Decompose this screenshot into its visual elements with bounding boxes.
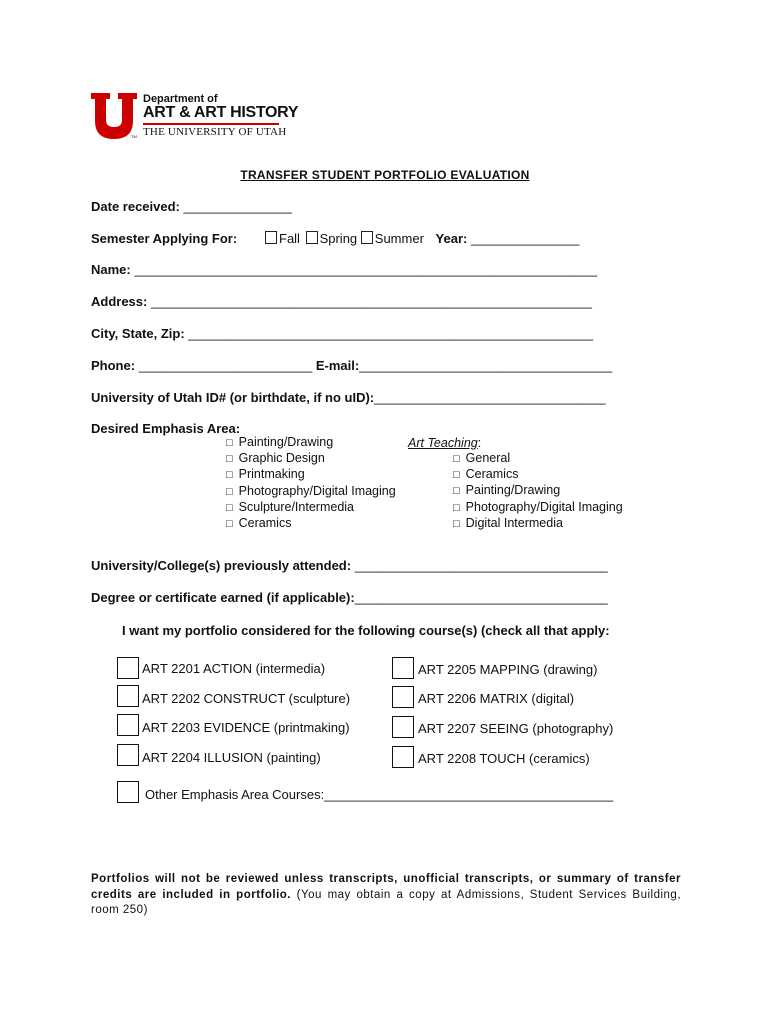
degree-label: Degree or certificate earned (if applicable): [91,590,355,605]
name-label: Name: [91,262,131,277]
year-field[interactable]: _______________ [470,231,580,246]
date-received-field[interactable]: _______________ [183,199,292,214]
course-2207-checkbox[interactable] [392,716,414,738]
checkbox-icon: □ [226,469,233,482]
footer-note [91,872,681,919]
course-2203-checkbox[interactable] [117,714,139,736]
list-item[interactable]: □ Ceramics [226,516,292,531]
course-2203-label: ART 2203 EVIDENCE (printmaking) [142,720,350,735]
checkbox-icon: □ [226,485,233,498]
college-row [91,558,608,573]
form-title: TRANSFER STUDENT PORTFOLIO EVALUATION [240,168,530,182]
checkbox-icon: □ [226,518,233,531]
art-teaching-label: Art Teaching [408,436,478,450]
address-field[interactable]: _____________________________________________________________ [150,294,593,309]
semester-row [91,231,237,246]
semester-options [265,231,579,246]
college-label: University/College(s) previously attended: [91,558,352,573]
course-2201-label: ART 2201 ACTION (intermedia) [142,661,326,676]
checkbox-icon: □ [453,453,460,465]
summer-checkbox[interactable] [361,231,373,244]
spring-checkbox[interactable] [306,231,318,244]
course-2205-checkbox[interactable] [392,657,414,679]
degree-row [91,590,608,605]
logo-department-of: Department of [143,93,218,105]
course-2202-checkbox[interactable] [117,685,139,707]
checkbox-icon: □ [226,453,233,466]
logo-art-history: ART & ART HISTORY [143,104,299,121]
other-courses-row [145,787,613,802]
fall-label: Fall [279,231,300,246]
list-item[interactable]: □ Printmaking [226,467,305,482]
emphasis-right-list [453,451,623,532]
course-2207-label: ART 2207 SEEING (photography) [418,721,614,736]
emphasis-label: Desired Emphasis Area: [91,421,241,436]
email-label: E-mail: [315,358,360,373]
list-item[interactable]: □ Sculpture/Intermedia [226,499,354,514]
address-label: Address: [91,294,148,309]
course-2202-label: ART 2202 CONSTRUCT (sculpture) [142,691,351,706]
name-field[interactable]: ________________________________________________________________ [134,262,598,277]
other-courses-checkbox[interactable] [117,781,139,803]
course-2201-checkbox[interactable] [117,657,139,679]
course-2204-checkbox[interactable] [117,744,139,766]
course-2204-label: ART 2204 ILLUSION (painting) [142,750,321,765]
name-row [91,262,597,277]
list-item[interactable]: □ Painting/Drawing [226,435,334,449]
checkbox-icon: □ [226,501,233,514]
list-item[interactable]: □ Painting/Drawing [453,483,561,498]
date-received-label: Date received: [91,199,180,214]
checkbox-icon: □ [453,485,460,498]
university-of-utah-u-logo [91,93,137,139]
list-item[interactable]: □ Digital Intermedia [453,515,563,530]
phone-label: Phone: [91,358,136,373]
uid-label: University of Utah ID# (or birthdate, if no uID): [91,390,375,405]
degree-field[interactable]: ___________________________________ [354,590,608,605]
year-label: Year: [435,231,468,246]
phone-row [91,358,612,373]
date-received-row [91,199,292,214]
city-label: City, State, Zip: [91,326,185,341]
email-field[interactable]: ___________________________________ [359,358,613,373]
semester-label: Semester Applying For: [91,231,238,246]
phone-field[interactable]: ________________________ [138,358,313,373]
college-field[interactable]: ___________________________________ [351,558,608,573]
checkbox-icon: □ [226,437,233,449]
list-item[interactable]: □ Photography/Digital Imaging [453,499,623,514]
footer-normal: (You may obtain a copy at Admissions, Student Services Building, room 250) [91,888,682,916]
courses-heading: I want my portfolio considered for the following course(s) (check all that apply: [122,623,610,638]
other-courses-field[interactable]: ________________________________________ [324,787,614,802]
list-item[interactable]: □ Graphic Design [226,451,325,466]
course-2206-label: ART 2206 MATRIX (digital) [418,691,575,706]
city-field[interactable]: ________________________________________________________ [188,326,594,341]
city-row [91,326,593,341]
list-item[interactable]: □ Photography/Digital Imaging [226,483,396,498]
art-teaching-heading: Art Teaching: [408,436,482,450]
checkbox-icon: □ [453,517,460,530]
emphasis-left-list [226,435,396,532]
other-courses-label: Other Emphasis Area Courses: [145,787,325,802]
checkbox-icon: □ [453,501,460,514]
uid-row [91,390,605,405]
spring-label: Spring [319,231,358,246]
list-item[interactable]: □ General [453,451,511,465]
logo-university: THE UNIVERSITY OF UTAH [143,126,287,138]
course-2205-label: ART 2205 MAPPING (drawing) [418,662,598,677]
list-item[interactable]: □ Ceramics [453,467,519,482]
checkbox-icon: □ [453,469,460,482]
fall-checkbox[interactable] [265,231,277,244]
uid-field[interactable]: ________________________________ [374,390,606,405]
course-2208-label: ART 2208 TOUCH (ceramics) [418,751,590,766]
logo-divider [143,123,279,125]
address-row [91,294,592,309]
course-2206-checkbox[interactable] [392,686,414,708]
footer-bold: Portfolios will not be reviewed unless transcripts, unofficial transcripts, or summary of transfer credits are included in portfolio. [91,873,681,901]
course-2208-checkbox[interactable] [392,746,414,768]
summer-label: Summer [374,231,424,246]
logo-tm: TM [131,134,137,139]
